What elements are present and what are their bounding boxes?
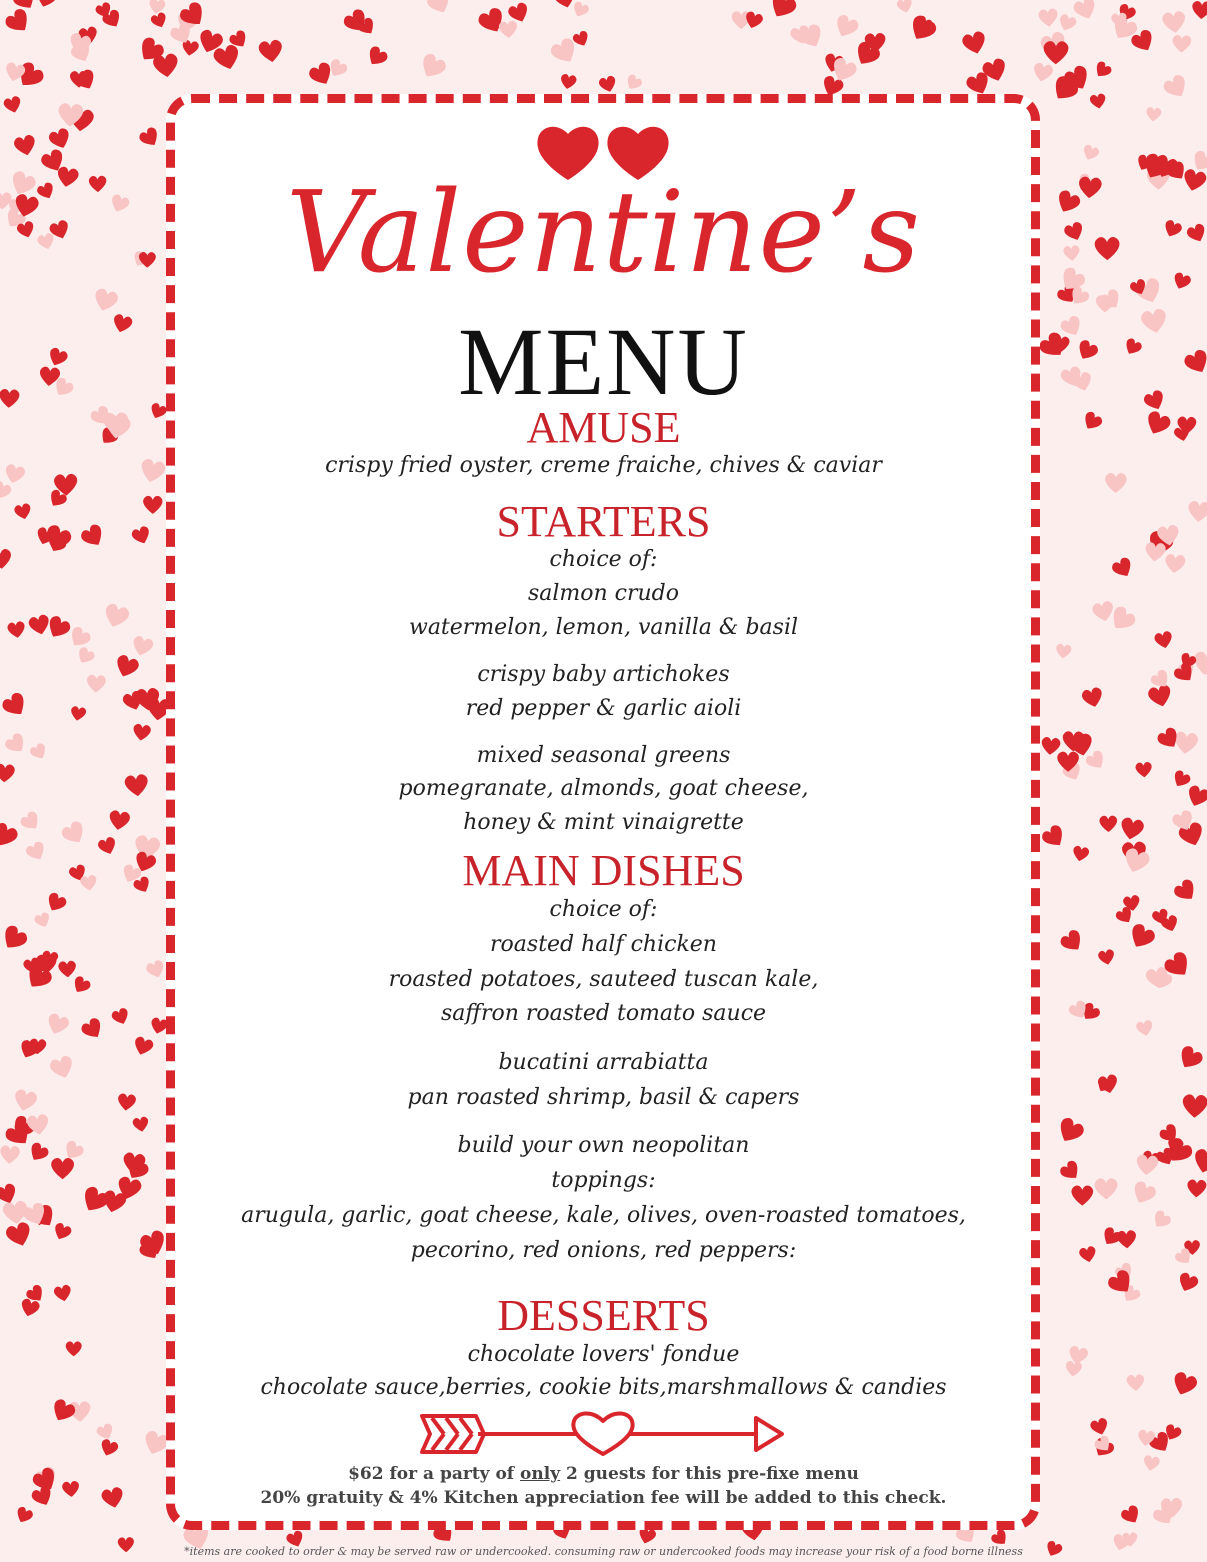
- heart-confetti-icon: [571, 30, 591, 49]
- section-heading-starters: STARTERS: [496, 497, 711, 546]
- heart-confetti-icon: [152, 53, 179, 79]
- dessert-item-desc: chocolate sauce,berries, cookie bits,marshmallows & candies: [260, 1375, 947, 1400]
- starter-item-desc: watermelon, lemon, vanilla & basil: [408, 615, 799, 640]
- heart-confetti-icon: [571, 0, 591, 19]
- main-item-desc: pan roasted shrimp, basil & capers: [407, 1085, 800, 1110]
- main-item-desc: pecorino, red onions, red peppers:: [410, 1238, 797, 1263]
- starter-item-name: salmon crudo: [527, 581, 680, 606]
- starter-item-name: mixed seasonal greens: [476, 743, 731, 768]
- section-heading-main-dishes: MAIN DISHES: [462, 846, 745, 895]
- disclaimer-text: *items are cooked to order & may be served raw or undercooked. consuming raw or undercooked foods may increase your risk of a food borne illness: [184, 1545, 1023, 1558]
- heart-confetti-icon: [1161, 73, 1191, 102]
- amuse-item: crispy fried oyster, creme fraiche, chives & caviar: [325, 453, 882, 478]
- heart-confetti-icon: [1145, 107, 1161, 122]
- heart-confetti-icon: [47, 127, 73, 152]
- main-item-name: bucatini arrabiatta: [498, 1050, 709, 1075]
- heart-confetti-icon: [1032, 62, 1054, 83]
- heart-confetti-icon: [896, 0, 914, 14]
- heart-confetti-icon: [132, 723, 151, 741]
- heart-confetti-icon: [1192, 1, 1207, 20]
- heart-confetti-icon: [13, 134, 38, 158]
- heart-confetti-icon: [1162, 11, 1187, 35]
- heart-confetti-icon: [1056, 13, 1077, 34]
- heart-confetti-icon: [132, 1116, 150, 1133]
- main-item-desc: roasted potatoes, sauteed tuscan kale,: [388, 967, 819, 992]
- heart-confetti-icon: [148, 0, 167, 15]
- title-script: Valentine’s: [286, 168, 921, 298]
- main-item-name: build your own neopolitan: [457, 1133, 750, 1158]
- heart-confetti-icon: [623, 73, 643, 93]
- heart-confetti-icon: [73, 68, 99, 93]
- heart-confetti-icon: [1089, 1417, 1110, 1437]
- heart-confetti-icon: [559, 73, 577, 90]
- starters-choice: choice of:: [549, 547, 658, 572]
- main-item-desc: saffron roasted tomato sauce: [440, 1001, 767, 1026]
- section-heading-amuse: AMUSE: [526, 403, 681, 452]
- heart-confetti-icon: [14, 1505, 35, 1525]
- heart-confetti-icon: [3, 95, 23, 115]
- heart-confetti-icon: [1089, 93, 1107, 110]
- heart-confetti-icon: [1081, 144, 1101, 163]
- mains-choice: choice of:: [549, 897, 658, 922]
- heart-confetti-icon: [598, 75, 618, 94]
- heart-confetti-icon: [425, 0, 453, 17]
- price-note: $62 for a party of only 2 guests for this pre-fixe menu: [348, 1464, 859, 1484]
- main-item-name: roasted half chicken: [490, 932, 717, 957]
- heart-confetti-icon: [98, 1438, 119, 1458]
- heart-confetti-icon: [553, 0, 577, 10]
- heart-confetti-icon: [906, 13, 939, 45]
- heart-confetti-icon: [1172, 35, 1191, 53]
- heart-confetti-icon: [417, 51, 449, 82]
- gratuity-note: 20% gratuity & 4% Kitchen appreciation fee will be added to this check.: [260, 1488, 947, 1508]
- heart-confetti-icon: [1092, 60, 1113, 81]
- main-item-desc: toppings:: [551, 1168, 656, 1193]
- heart-confetti-icon: [137, 126, 162, 150]
- heart-confetti-icon: [1055, 643, 1072, 659]
- heart-confetti-icon: [34, 0, 58, 10]
- heart-confetti-icon: [364, 44, 389, 69]
- dessert-item-name: chocolate lovers' fondue: [467, 1342, 740, 1367]
- page-title: MENU: [458, 308, 749, 415]
- heart-confetti-icon: [258, 39, 284, 64]
- heart-confetti-icon: [150, 11, 169, 30]
- starter-item-name: crispy baby artichokes: [477, 662, 730, 687]
- section-heading-desserts: DESSERTS: [497, 1291, 710, 1340]
- heart-arrow-divider-icon: [418, 1408, 788, 1460]
- heart-confetti-icon: [498, 20, 518, 38]
- main-item-desc: arugula, garlic, goat cheese, kale, olives, oven-roasted tomatoes,: [241, 1203, 966, 1228]
- heart-confetti-icon: [961, 30, 989, 56]
- heart-confetti-icon: [1072, 0, 1099, 22]
- starter-item-desc: pomegranate, almonds, goat cheese,: [398, 776, 809, 801]
- heart-confetti-icon: [832, 13, 861, 41]
- heart-confetti-icon: [48, 1397, 77, 1425]
- heart-confetti-icon: [1038, 8, 1059, 28]
- starter-item-desc: honey & mint vinaigrette: [463, 810, 744, 835]
- starter-item-desc: red pepper & garlic aioli: [465, 696, 742, 721]
- heart-confetti-icon: [766, 0, 799, 22]
- heart-confetti-icon: [3, 6, 34, 37]
- heart-confetti-icon: [95, 1422, 116, 1442]
